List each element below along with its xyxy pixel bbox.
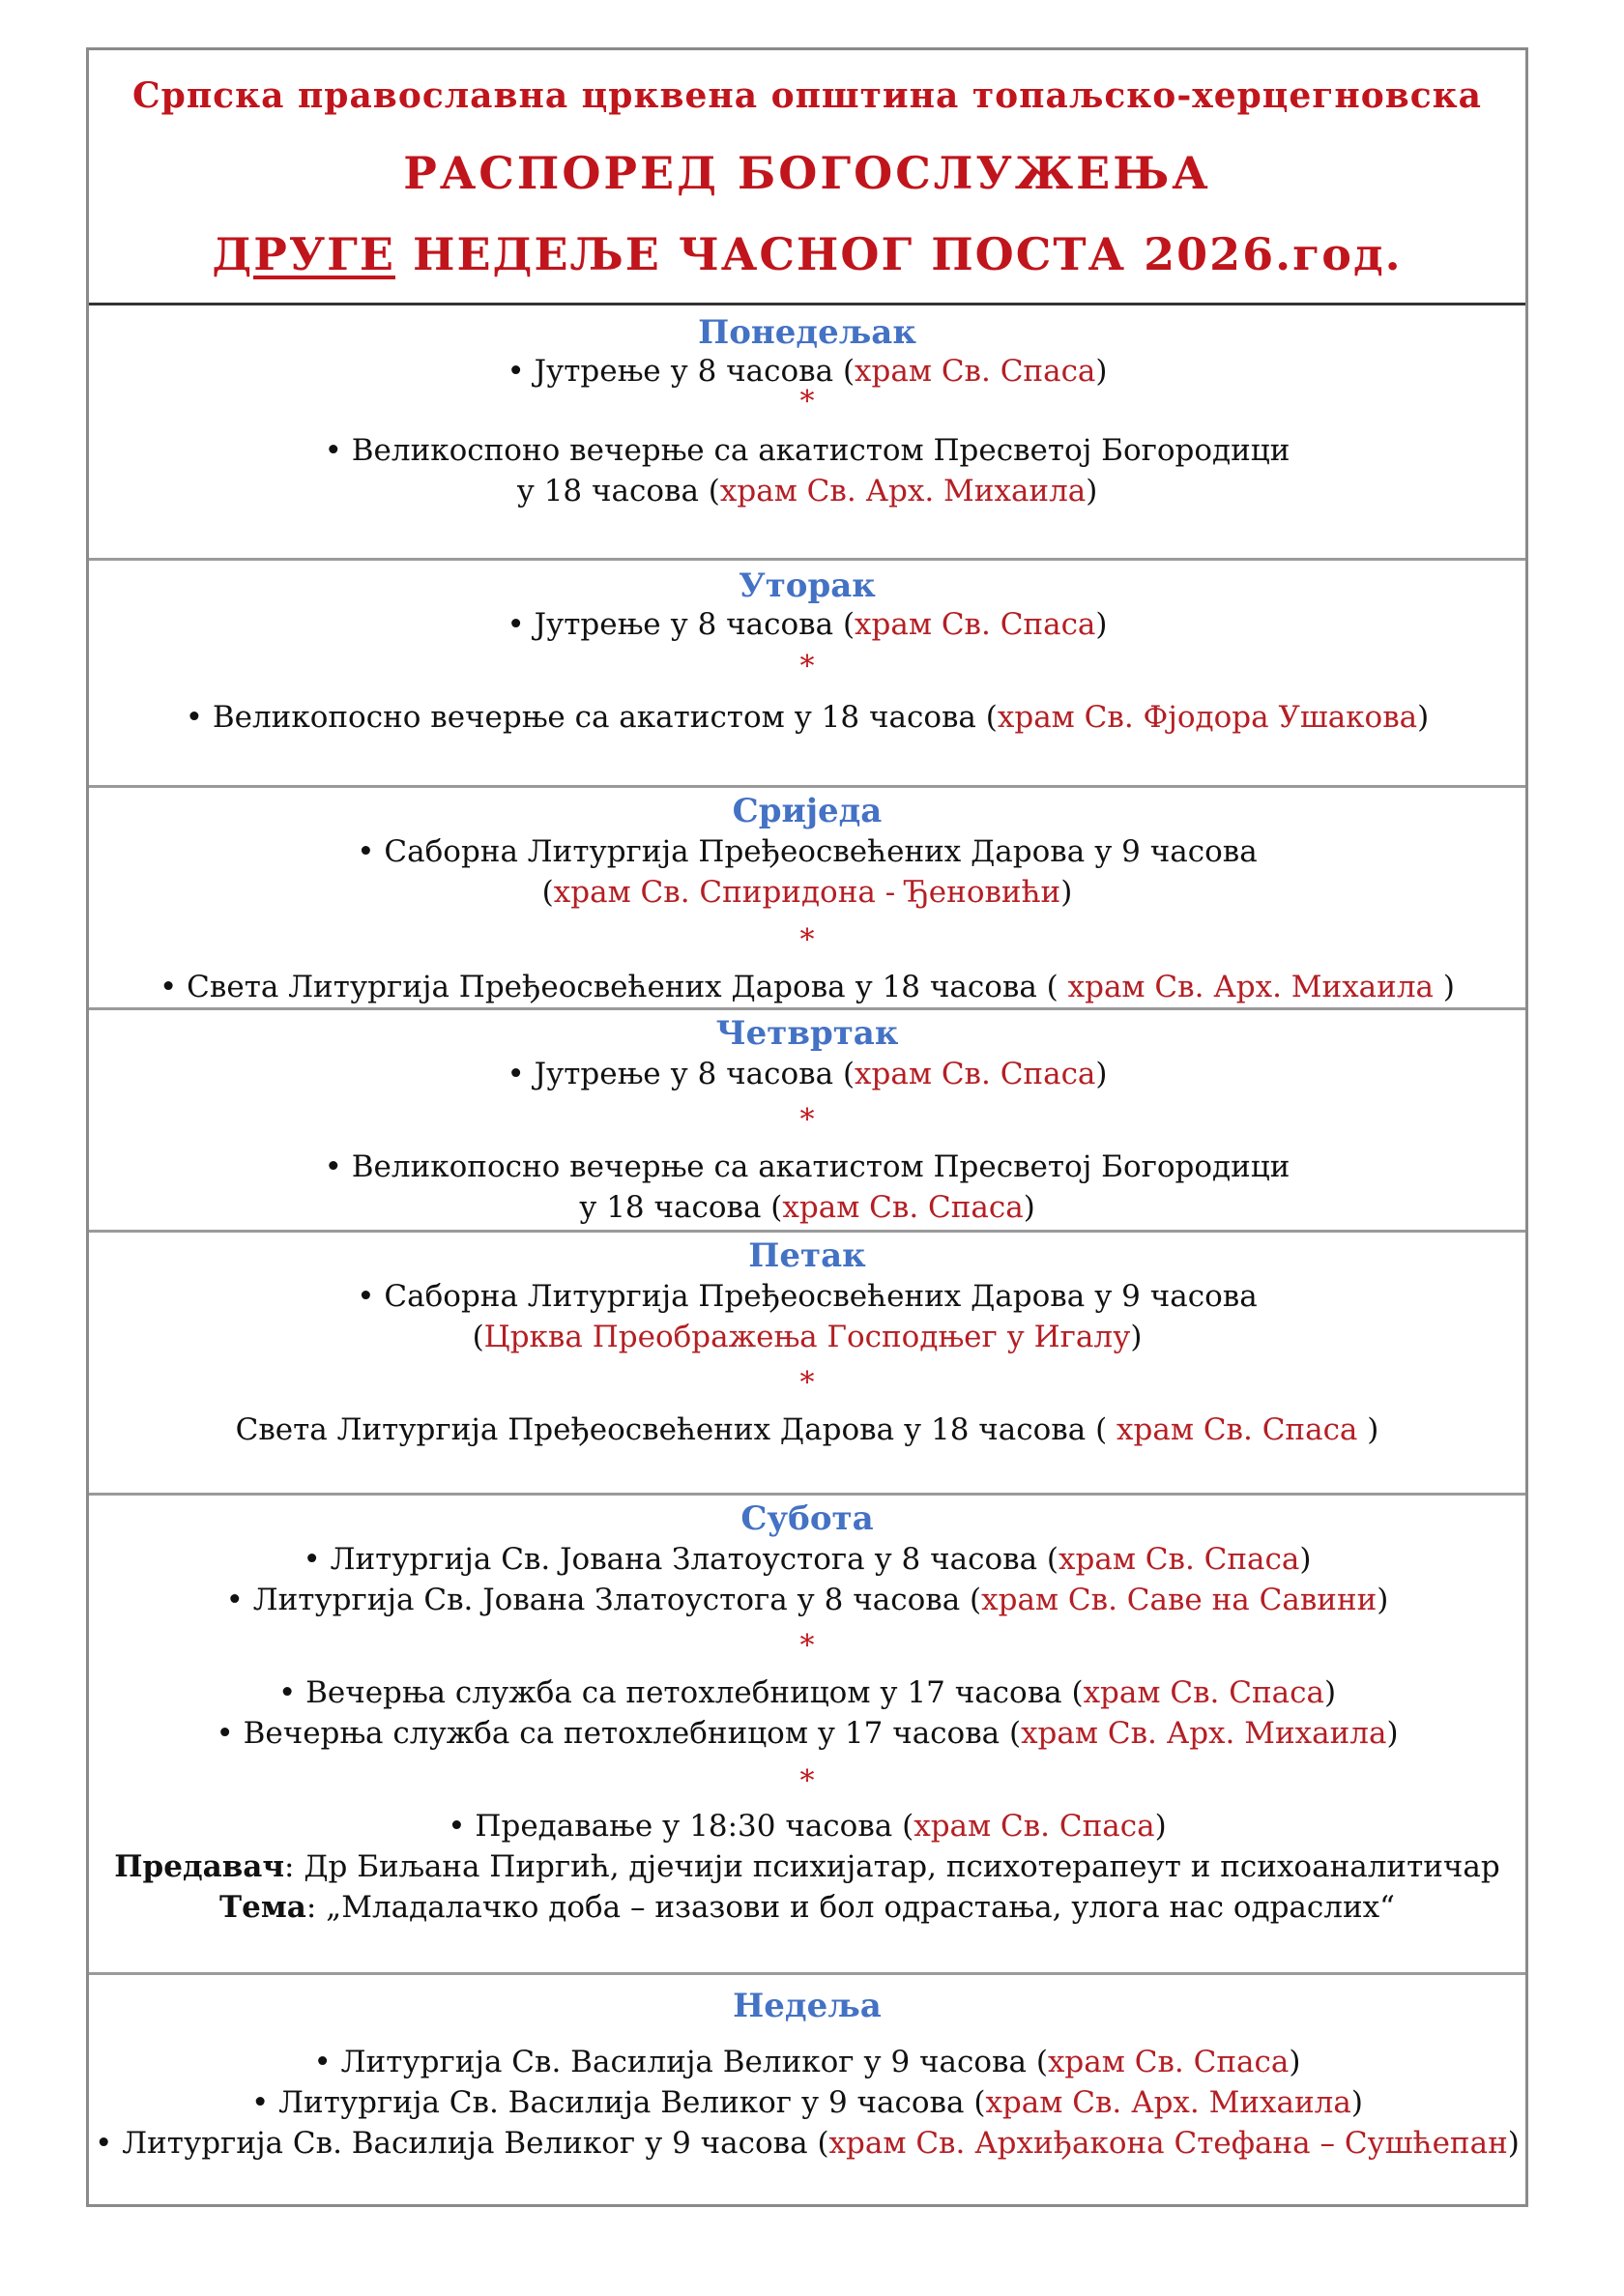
service-line: • Света Литургија Пређеосвећених Дарова у 18 часова ( храм Св. Арх. Михаила ) <box>160 970 1455 1004</box>
service-line: • Литургија Св. Василија Великог у 9 часова (храм Св. Спаса) <box>313 2045 1301 2079</box>
separator-star: * <box>799 1103 815 1137</box>
separator-star: * <box>799 1764 815 1798</box>
schedule-subtitle <box>89 228 1525 280</box>
church-name: храм Св. Спаса <box>855 607 1096 642</box>
church-name: храм Св. Арх. Михаила <box>985 2085 1351 2120</box>
day-title: Субота <box>740 1499 874 1538</box>
service-line: • Јутрење у 8 часова (храм Св. Спаса) <box>507 1057 1108 1091</box>
day-section-wednesday <box>89 788 1525 1010</box>
separator-star: * <box>799 923 815 957</box>
subtitle-rest: НЕДЕЉЕ ЧАСНОГ ПОСТА 2026.год. <box>395 228 1403 280</box>
day-title: Четвртак <box>715 1014 899 1053</box>
lecture-line: • Предавање у 18:30 часова (храм Св. Спаса) <box>448 1809 1167 1844</box>
church-name: храм Св. Спаса <box>1058 1542 1300 1577</box>
service-line: (храм Св. Спиридона - Ђеновићи) <box>541 875 1073 910</box>
schedule-title: РАСПОРЕД БОГОСЛУЖЕЊА <box>403 147 1211 199</box>
service-line: • Јутрење у 8 часова (храм Св. Спаса) <box>507 354 1108 389</box>
service-line: • Литургија Св. Јована Златоустога у 8 часова (храм Св. Саве на Савини) <box>225 1583 1389 1617</box>
schedule-header <box>89 50 1525 305</box>
service-line: • Саборна Литургија Пређеосвећених Дарова у 9 часова <box>357 1279 1258 1314</box>
separator-star: * <box>799 650 815 683</box>
church-name: храм Св. Саве на Савини <box>981 1583 1378 1617</box>
lecturer-line: Предавач: Др Биљана Пиргић, дјечији психијатар, психотерапеут и психоаналитичар <box>114 1849 1500 1884</box>
lecturer-label: Предавач <box>114 1849 285 1884</box>
day-section-sunday <box>89 1975 1525 2207</box>
day-title: Уторак <box>739 567 876 605</box>
topic-line: Тема: „Младалачко доба – изазови и бол одрастања, улога нас одраслих“ <box>219 1890 1395 1925</box>
service-line: • Саборна Литургија Пређеосвећених Дарова у 9 часова <box>357 834 1258 869</box>
day-section-monday <box>89 305 1525 561</box>
service-line: • Литургија Св. Василија Великог у 9 часова (храм Св. Арх. Михаила) <box>251 2085 1363 2120</box>
church-name: храм Св. Арх. Михаила <box>1067 970 1434 1004</box>
day-title: Сриједа <box>732 792 883 830</box>
service-line: • Литургија Св. Василија Великог у 9 часова (храм Св. Архиђакона Стефана – Сушћепан) <box>95 2126 1520 2161</box>
parish-name: Српска православна црквена општина топаљско-херцегновска <box>132 75 1482 116</box>
day-section-thursday <box>89 1010 1525 1233</box>
church-name: храм Св. Спаса <box>782 1190 1024 1225</box>
service-line: • Великоспоно вечерње са акатистом Пресветој Богородици <box>324 433 1290 468</box>
service-line: у 18 часова (храм Св. Спаса) <box>579 1190 1035 1225</box>
day-section-saturday <box>89 1496 1525 1975</box>
day-title: Петак <box>748 1236 866 1275</box>
separator-star: * <box>799 385 815 419</box>
week-ordinal: ДРУГЕ <box>212 228 395 280</box>
church-name: храм Св. Спаса <box>1047 2045 1290 2079</box>
service-line: • Великопосно вечерње са акатистом Пресветој Богородици <box>324 1149 1290 1184</box>
service-line: Света Литургија Пређеосвећених Дарова у 18 часова ( храм Св. Спаса ) <box>235 1412 1379 1447</box>
church-name: храм Св. Арх. Михаила <box>719 474 1087 509</box>
schedule-sheet <box>86 47 1528 2207</box>
topic-label: Тема <box>219 1890 306 1925</box>
church-name: храм Св. Спаса <box>855 354 1096 389</box>
service-line: • Јутрење у 8 часова (храм Св. Спаса) <box>507 607 1108 642</box>
church-name: храм Св. Спаса <box>1083 1675 1324 1710</box>
separator-star: * <box>799 1629 815 1663</box>
service-line: • Великопосно вечерње са акатистом у 18 часова (храм Св. Фјодора Ушакова) <box>185 700 1430 735</box>
church-name: храм Св. Архиђакона Стефана – Сушћепан <box>828 2126 1508 2161</box>
service-line: • Вечерња служба са петохлебницом у 17 часова (храм Св. Арх. Михаила) <box>216 1716 1399 1751</box>
church-name: храм Св. Фјодора Ушакова <box>997 700 1418 735</box>
separator-star: * <box>799 1366 815 1400</box>
day-section-friday <box>89 1233 1525 1496</box>
church-name: храм Св. Арх. Михаила <box>1021 1716 1387 1751</box>
service-line: • Литургија Св. Јована Златоустога у 8 часова (храм Св. Спаса) <box>303 1542 1312 1577</box>
church-name: храм Св. Спаса <box>855 1057 1096 1091</box>
day-title: Недеља <box>733 1987 882 2025</box>
service-line: (Црква Преображења Господњег у Игалу) <box>472 1320 1143 1354</box>
church-name: Црква Преображења Господњег у Игалу <box>483 1320 1131 1354</box>
church-name: храм Св. Спаса <box>914 1809 1155 1844</box>
church-name: храм Св. Спаса <box>1116 1412 1358 1447</box>
church-name: храм Св. Спиридона - Ђеновићи <box>553 875 1061 910</box>
service-line: • Вечерња служба са петохлебницом у 17 часова (храм Св. Спаса) <box>277 1675 1337 1710</box>
day-title: Понедељак <box>698 313 916 352</box>
service-line: у 18 часова (храм Св. Арх. Михаила) <box>516 474 1098 509</box>
day-section-tuesday <box>89 561 1525 788</box>
